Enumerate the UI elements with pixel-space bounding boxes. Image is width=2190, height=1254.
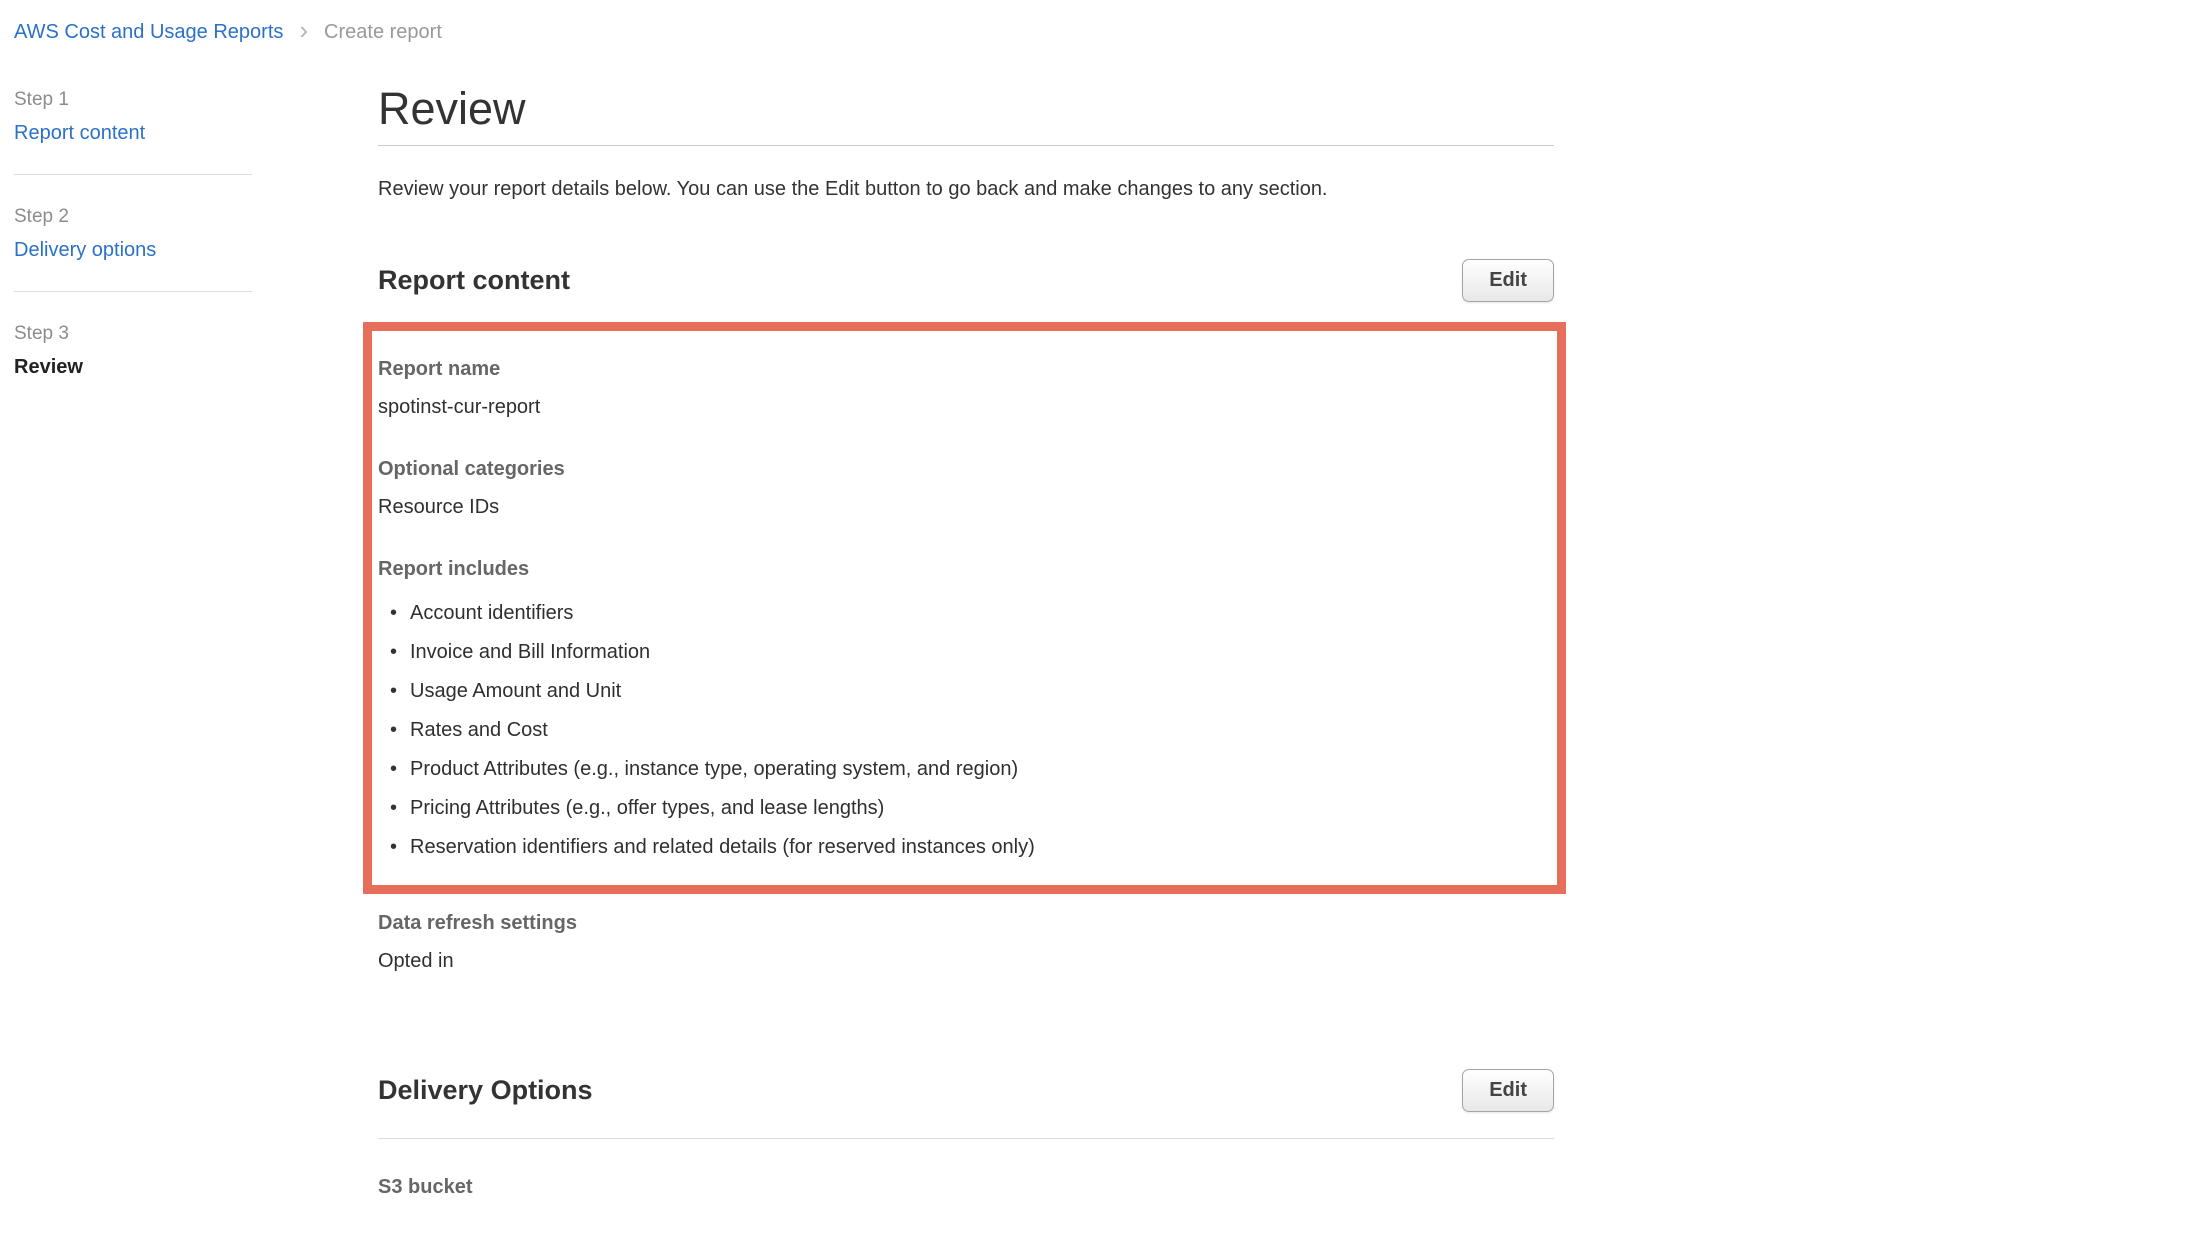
steps-sidebar — [14, 88, 254, 380]
page-description: Review your report details below. You can use the Edit button to go back and make changes to any section. — [378, 178, 1328, 200]
report-content-section — [378, 259, 1554, 973]
list-item: • Rates and Cost — [378, 718, 1537, 742]
page-title: Review — [378, 83, 526, 134]
step-3-block — [14, 322, 254, 380]
title-divider — [378, 145, 1554, 146]
data-refresh-settings-value: Opted in — [378, 950, 454, 972]
sidebar-divider — [14, 291, 252, 292]
sidebar-item-report-content[interactable]: Report content — [14, 122, 146, 144]
sidebar-divider — [14, 174, 252, 175]
step-1-number: Step 1 — [14, 89, 69, 110]
data-refresh-group — [378, 911, 1554, 973]
step-3-number: Step 3 — [14, 323, 69, 344]
list-item: • Account identifiers — [378, 601, 1537, 625]
list-item: • Reservation identifiers and related details (for reserved instances only) — [378, 835, 1537, 859]
list-item: • Product Attributes (e.g., instance type, operating system, and region) — [378, 757, 1537, 781]
breadcrumb-current: Create report — [324, 21, 442, 43]
breadcrumb — [14, 15, 442, 46]
delivery-options-heading: Delivery Options — [378, 1075, 593, 1105]
s3-bucket-label: S3 bucket — [378, 1176, 473, 1198]
list-item: • Usage Amount and Unit — [378, 679, 1537, 703]
data-refresh-settings-label: Data refresh settings — [378, 912, 577, 934]
step-2-number: Step 2 — [14, 206, 69, 227]
list-item: • Pricing Attributes (e.g., offer types, and lease lengths) — [378, 796, 1537, 820]
main-content — [378, 83, 1554, 1199]
list-item: • Invoice and Bill Information — [378, 640, 1537, 664]
sidebar-item-delivery-options[interactable]: Delivery options — [14, 239, 157, 261]
delivery-options-section — [378, 1069, 1554, 1199]
report-content-heading: Report content — [378, 265, 570, 295]
report-name-value: spotinst-cur-report — [378, 396, 541, 418]
breadcrumb-link-cur-home[interactable]: AWS Cost and Usage Reports — [14, 21, 284, 43]
report-includes-label: Report includes — [378, 558, 530, 580]
optional-categories-value: Resource IDs — [378, 496, 500, 518]
edit-delivery-options-button[interactable]: Edit — [1462, 1069, 1554, 1112]
optional-categories-label: Optional categories — [378, 458, 565, 480]
sidebar-item-review-current: Review — [14, 356, 83, 378]
chevron-right-icon: › — [299, 15, 309, 45]
step-2-block — [14, 205, 254, 263]
step-1-block — [14, 88, 254, 146]
report-includes-list — [378, 601, 1537, 859]
report-name-label: Report name — [378, 358, 501, 380]
edit-report-content-button[interactable]: Edit — [1462, 259, 1554, 302]
highlight-box — [363, 322, 1566, 894]
delivery-options-divider — [378, 1138, 1554, 1139]
